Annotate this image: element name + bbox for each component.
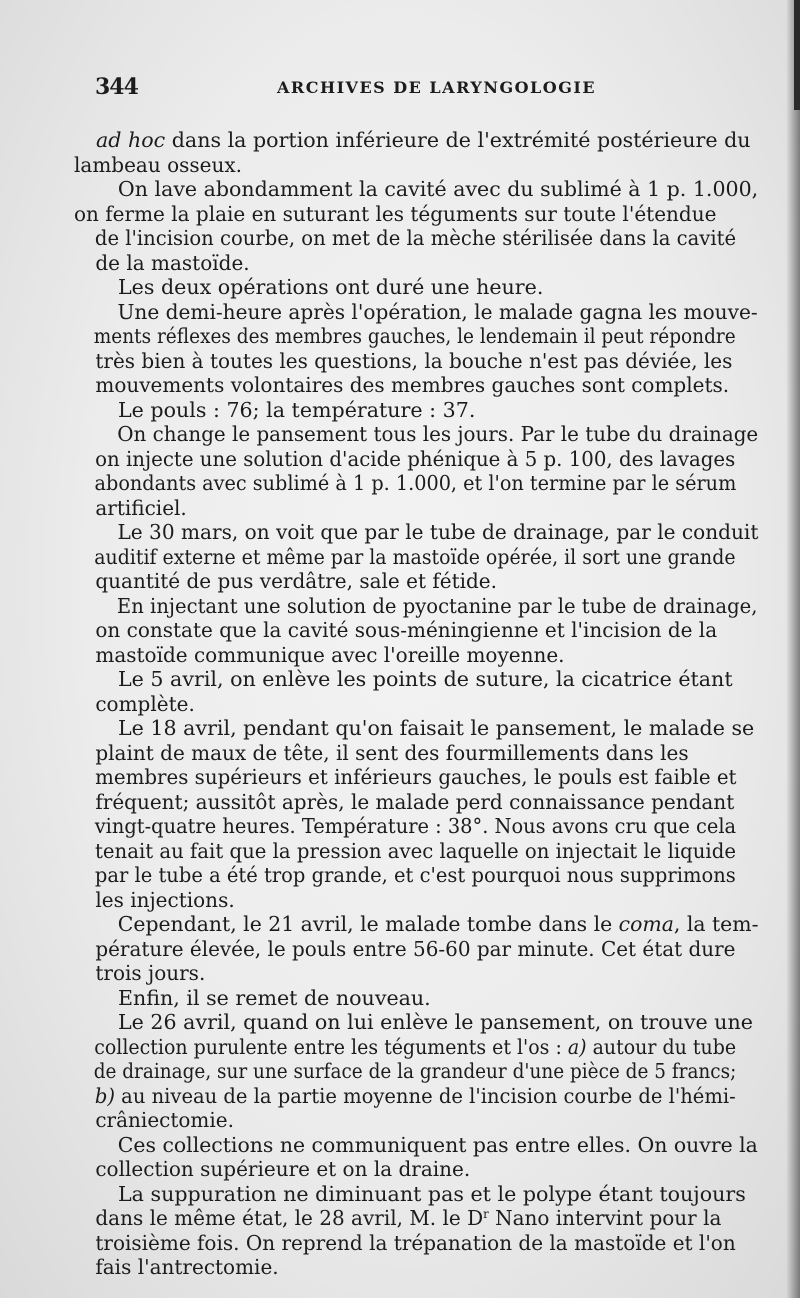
text-line: complète. xyxy=(95,691,195,716)
text-line: crâniectomie. xyxy=(95,1108,234,1132)
text-line: de l'incision courbe, on met de la mèche stérilisée dans la cavité xyxy=(94,226,737,250)
text-line: artificiel. xyxy=(95,495,187,520)
text-line: abondants avec sublimé à 1 p. 1.000, et l'on termine par le sérum xyxy=(94,471,737,495)
text-line: On change le pansement tous les jours. Par le tube du drainage xyxy=(117,422,759,446)
text-line: quantité de pus verdâtre, sale et fétide. xyxy=(95,569,497,593)
text-line: plaint de maux de tête, il sent des fourmillements dans les xyxy=(95,740,689,765)
text-line: de la mastoïde. xyxy=(95,250,250,275)
page-edge-dark xyxy=(794,0,800,110)
text-line: En injectant une solution de pyoctanine par le tube de drainage, xyxy=(116,593,758,618)
paragraph xyxy=(96,667,756,716)
text-line: dans le même état, le 28 avril, M. le $D^r$ Nano intervint pour la xyxy=(95,1206,722,1230)
paragraph xyxy=(96,1182,756,1280)
text-line: on ferme la plaie en suturant les téguments sur toute l'étendue xyxy=(74,201,717,226)
text-line: ments réflexes des membres gauches, le lendemain il peut répondre xyxy=(93,324,736,348)
paragraph xyxy=(96,275,756,300)
text-line: Une demi-heure après l'opération, le malade gagna les mouve- xyxy=(117,299,758,324)
italic-text: ad hoc xyxy=(96,128,166,152)
text-line: mastoïde communique avec l'oreille moyenne. xyxy=(95,642,565,667)
text-line: pérature élevée, le pouls entre 56-60 par minute. Cet état dure xyxy=(95,936,736,961)
paragraph xyxy=(74,128,756,177)
text-line: Ces collections ne communiquent pas entre elles. On ouvre la xyxy=(117,1132,758,1157)
text-line: mouvements volontaires des membres gauches sont complets. xyxy=(95,373,730,397)
paragraph xyxy=(95,912,759,986)
italic-text: b) xyxy=(94,1083,115,1108)
text-line: La suppuration ne diminuant pas et le polype étant toujours xyxy=(118,1181,746,1206)
italic-text: coma xyxy=(618,912,674,936)
text-line: troisième fois. On reprend la trépanation de la mastoïde et l'on xyxy=(95,1230,736,1255)
italic-text: a) xyxy=(567,1034,587,1059)
paragraph xyxy=(93,1010,756,1133)
paragraph xyxy=(93,299,758,398)
page-edge-shadow xyxy=(786,0,800,1298)
page-header xyxy=(95,74,755,104)
text-line: lambeau osseux. xyxy=(74,152,242,177)
text-line: Enfin, il se remet de nouveau. xyxy=(118,985,431,1010)
text-line: Le 18 avril, pendant qu'on faisait le pansement, le malade se xyxy=(118,716,755,740)
paragraph xyxy=(94,520,759,594)
body-text xyxy=(74,128,759,1280)
text-line: Le 30 mars, on voit que par le tube de drainage, par le conduit xyxy=(117,520,759,544)
paragraph xyxy=(74,177,759,275)
text-line: auditif externe et même par la mastoïde opérée, il sort une grande xyxy=(94,544,736,569)
text-line: les injections. xyxy=(95,887,235,912)
paragraph xyxy=(96,716,756,912)
text-line: trois jours. xyxy=(95,961,206,985)
text-line: Le 5 avril, on enlève les points de suture, la cicatrice étant xyxy=(118,667,733,691)
text-line: Les deux opérations ont duré une heure. xyxy=(118,275,544,299)
text-line: collection supérieure et on la draine. xyxy=(95,1157,471,1181)
text-line: Le 26 avril, quand on lui enlève le pansement, on trouve une xyxy=(118,1010,753,1034)
text-line: tenait au fait que la pression avec laquelle on injectait le liquide xyxy=(95,838,736,863)
text-line: fais l'antrectomie. xyxy=(95,1255,279,1279)
paragraph xyxy=(96,594,756,668)
paragraph xyxy=(96,1133,756,1182)
text-line: on injecte une solution d'acide phénique à 5 p. 100, des lavages xyxy=(95,446,736,471)
text-line: fréquent; aussitôt après, le malade perd connaissance pendant xyxy=(95,789,735,814)
text-line: vingt-quatre heures. Température : 38°. Nous avons cru que cela xyxy=(94,814,737,838)
text-line: très bien à toutes les questions, la bouche n'est pas déviée, les xyxy=(95,348,733,373)
superscript: r xyxy=(483,1207,489,1221)
text-line: collection purulente entre les téguments et l'os : a) autour du tube xyxy=(94,1034,737,1059)
text-line: par le tube a été trop grande, et c'est pourquoi nous supprimons xyxy=(94,863,736,887)
text-line: membres supérieurs et inférieurs gauches, le pouls est faible et xyxy=(95,765,737,789)
paragraph xyxy=(94,422,759,520)
paragraph xyxy=(96,398,756,423)
text-line: Cependant, le 21 avril, le malade tombe dans le coma, la tem- xyxy=(117,912,759,936)
text-line: de drainage, sur une surface de la grandeur d'une pièce de 5 francs; xyxy=(93,1059,737,1083)
text-line: Le pouls : 76; la température : 37. xyxy=(118,397,476,422)
text-line: b) au niveau de la partie moyenne de l'incision courbe de l'hémi- xyxy=(94,1083,736,1108)
page-number: 344 xyxy=(95,74,138,100)
text-line: ad hoc dans la portion inférieure de l'extrémité postérieure du xyxy=(96,128,751,152)
paragraph xyxy=(96,986,756,1011)
text-line: on constate que la cavité sous-méningienne et l'incision de la xyxy=(95,618,718,642)
running-title: ARCHIVES DE LARYNGOLOGIE xyxy=(277,78,597,97)
text-line: On lave abondamment la cavité avec du sublimé à 1 p. 1.000, xyxy=(117,177,759,201)
